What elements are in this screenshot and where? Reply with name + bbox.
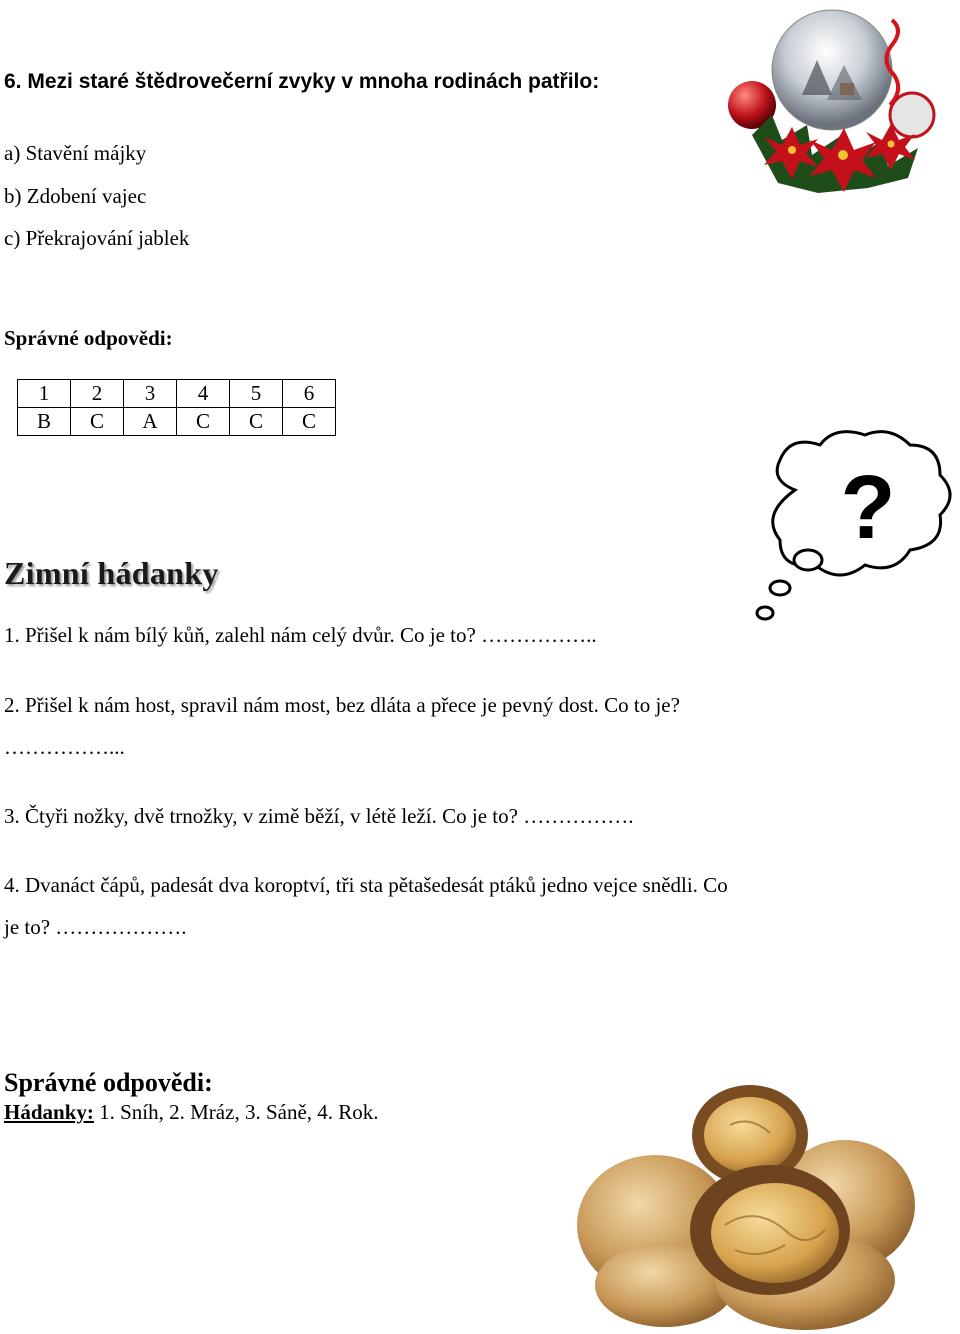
question-6-title: 6. Mezi staré štědrovečerní zvyky v mnoha rodinách patřilo: <box>4 70 600 93</box>
riddle-answers-label: Hádanky: <box>4 1100 94 1124</box>
riddle-1: 1. Přišel k nám bílý kůň, zalehl nám celý dvůr. Co je to? …………….. <box>4 623 597 647</box>
riddle-2: 2. Přišel k nám host, spravil nám most, bez dláta a přece je pevný dost. Co to je? <box>4 693 680 717</box>
answers-row-letters <box>18 408 336 436</box>
thought-bubble-question-icon <box>750 430 960 625</box>
table-cell: A <box>124 408 177 436</box>
table-cell: 3 <box>124 380 177 408</box>
table-cell: B <box>18 408 71 436</box>
option-b: b) Zdobení vajec <box>4 184 147 208</box>
table-cell: 5 <box>230 380 283 408</box>
riddle-4-blank: je to? ………………. <box>4 915 187 939</box>
table-cell: 6 <box>283 380 336 408</box>
table-cell: 4 <box>177 380 230 408</box>
riddle-3: 3. Čtyři nožky, dvě trnožky, v zimě běží, v létě leží. Co je to? ……………. <box>4 804 634 828</box>
option-a: a) Stavění májky <box>4 141 147 165</box>
answers-row-numbers <box>18 380 336 408</box>
table-cell: C <box>71 408 124 436</box>
walnuts-image <box>575 1065 920 1330</box>
table-cell: 2 <box>71 380 124 408</box>
option-c: c) Překrajování jablek <box>4 226 190 250</box>
riddle-2-blank: ……………... <box>4 735 125 759</box>
table-cell: C <box>283 408 336 436</box>
svg-text:?: ? <box>840 458 896 558</box>
table-cell: 1 <box>18 380 71 408</box>
answers-heading: Správné odpovědi: <box>4 326 173 350</box>
riddle-answers-text: 1. Sníh, 2. Mráz, 3. Sáně, 4. Rok. <box>93 1100 379 1124</box>
riddles-heading: Zimní hádanky <box>4 555 219 591</box>
table-cell: C <box>230 408 283 436</box>
answers-table <box>17 379 336 436</box>
table-cell: C <box>177 408 230 436</box>
christmas-ornament-image <box>722 5 942 205</box>
answers-heading-2: Správné odpovědi: <box>4 1068 213 1097</box>
riddle-4: 4. Dvanáct čápů, padesát dva koroptví, tři sta pětašedesát ptáků jedno vejce snědli. Co <box>4 873 728 897</box>
riddle-answers <box>4 1100 379 1125</box>
